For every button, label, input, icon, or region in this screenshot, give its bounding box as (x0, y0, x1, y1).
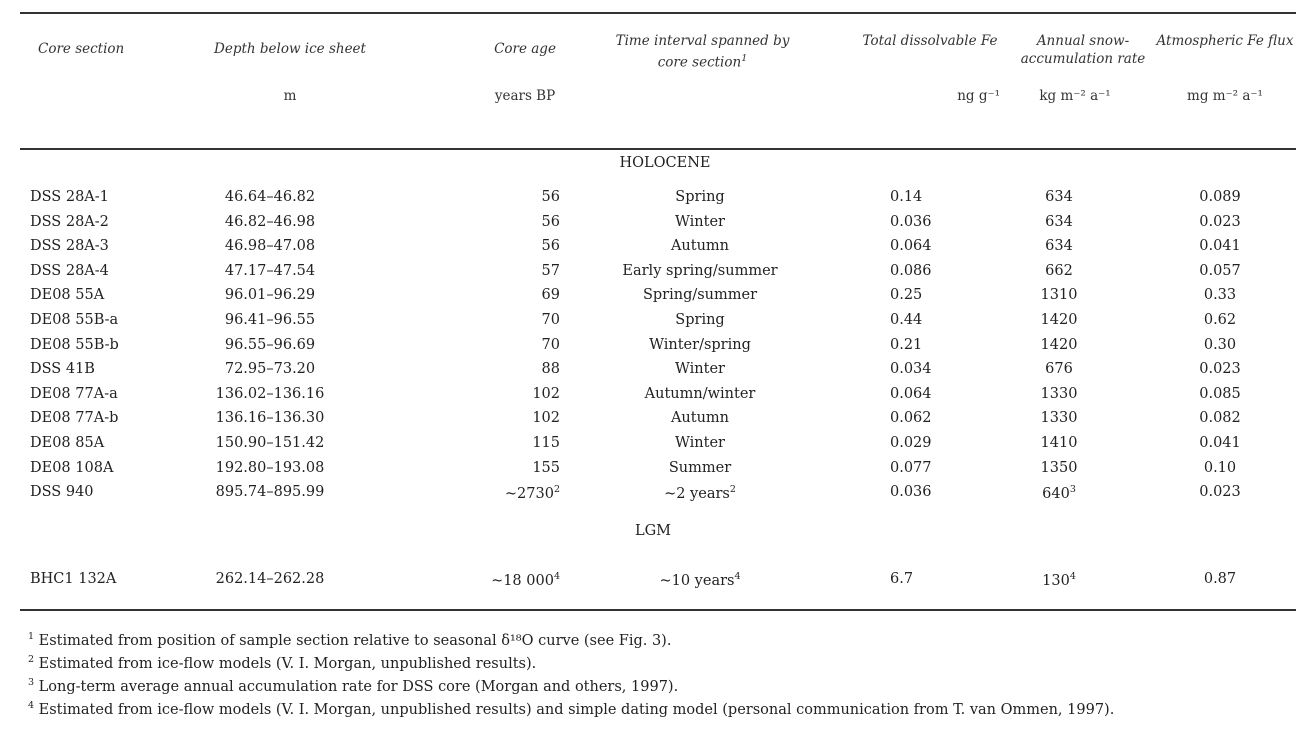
cell-time-interval: Spring (675, 189, 725, 205)
table-row (0, 337, 1302, 361)
cell-core-age: 102 (532, 410, 560, 427)
cell-core-age: 70 (541, 336, 560, 353)
cell-core-section: DSS 28A-2 (30, 213, 109, 230)
table-row (0, 189, 1302, 213)
cell-accumulation: 1350 (1040, 459, 1078, 476)
section-lgm: LGM (634, 523, 672, 539)
cell-time-interval-sup: 2 (729, 484, 736, 496)
cell-time-interval: Summer (668, 459, 732, 476)
unit-depth: m (283, 88, 297, 104)
cell-fe-flux: 0.041 (1199, 435, 1241, 451)
cell-accumulation: 634 (1045, 238, 1073, 255)
cell-fe-flux: 0.041 (1199, 238, 1241, 255)
cell-time-interval: Spring (675, 312, 725, 328)
unit-core-age: years BP (494, 88, 556, 104)
cell-fe-flux: 0.87 (1203, 571, 1237, 587)
cell-time-interval: ~2 years$^2$ (664, 484, 736, 503)
cell-core-section: DE08 77A-a (30, 385, 118, 402)
cell-fe-flux: 0.057 (1199, 262, 1241, 279)
header-total-fe: Total dissolvable Fe (862, 33, 998, 49)
cell-total-fe: 0.064 (890, 385, 932, 402)
cell-depth: 47.17–47.54 (224, 262, 316, 279)
cell-core-age: 56 (541, 189, 560, 205)
cell-fe-flux: 0.33 (1203, 287, 1237, 304)
cell-total-fe: 0.25 (890, 287, 923, 304)
cell-depth: 192.80–193.08 (215, 459, 325, 476)
cell-fe-flux: 0.10 (1203, 459, 1237, 476)
cell-fe-flux: 0.30 (1203, 336, 1237, 353)
cell-accumulation: 1410 (1040, 435, 1078, 451)
cell-core-section: DE08 77A-b (30, 410, 119, 427)
footnote-text: Estimated from ice-flow models (V. I. Morgan, unpublished results). (38, 655, 537, 672)
cell-time-interval: Autumn (670, 410, 730, 427)
cell-time-interval: Winter/spring (649, 336, 751, 353)
footnote-text: Estimated from position of sample section relative to seasonal δ¹⁸O curve (see Fig. 3). (38, 632, 672, 649)
cell-core-age: 70 (541, 312, 560, 328)
unit-total-fe: ng g⁻¹ (957, 88, 1000, 104)
cell-core-section: BHC1 132A (30, 571, 117, 587)
cell-accumulation: $130^4$ (1042, 571, 1076, 589)
cell-total-fe: 0.036 (890, 213, 932, 230)
header-accumulation: Annual snow-accumulation rate (1020, 33, 1146, 67)
footnote-marker: 2 (28, 654, 35, 665)
cell-accumulation: 1330 (1040, 410, 1078, 427)
cell-core-age: 57 (541, 262, 560, 279)
cell-core-age: 56 (541, 238, 560, 255)
cell-time-interval: Autumn (670, 238, 730, 255)
cell-accumulation: 634 (1045, 189, 1073, 205)
cell-depth: 96.55–96.69 (224, 336, 316, 353)
cell-core-section: DSS 28A-1 (30, 189, 109, 205)
cell-depth: 262.14–262.28 (215, 571, 325, 587)
cell-total-fe: 0.029 (890, 435, 932, 451)
cell-total-fe: 0.064 (890, 238, 932, 255)
cell-fe-flux: 0.62 (1203, 312, 1237, 328)
cell-depth: 895.74–895.99 (215, 484, 325, 501)
cell-core-age-sup: 4 (553, 571, 560, 582)
cell-accumulation: 1420 (1040, 336, 1078, 353)
cell-core-age: ~2730$^2$ (504, 484, 560, 503)
table-row (0, 435, 1302, 459)
cell-accumulation: 676 (1045, 361, 1073, 378)
cell-depth: 136.16–136.30 (215, 410, 325, 427)
cell-total-fe: 0.062 (890, 410, 932, 427)
cell-total-fe: 0.034 (890, 361, 932, 378)
section-holocene: HOLOCENE (619, 155, 711, 171)
cell-core-age: 115 (532, 435, 560, 451)
cell-depth: 96.41–96.55 (224, 312, 316, 328)
cell-total-fe: 6.7 (890, 571, 914, 587)
cell-fe-flux: 0.023 (1199, 361, 1241, 378)
table-row (0, 214, 1302, 238)
cell-accumulation: 662 (1045, 262, 1073, 279)
cell-core-age: 56 (541, 213, 560, 230)
cell-total-fe: 0.44 (890, 312, 923, 328)
header-core-section: Core section (38, 41, 125, 57)
cell-accumulation-sup: 4 (1069, 571, 1076, 582)
cell-core-age: 102 (532, 385, 560, 402)
header-time-interval-sup: 1 (741, 53, 748, 64)
cell-core-section: DSS 940 (30, 484, 94, 501)
cell-time-interval: Winter (675, 213, 725, 230)
table-row (0, 410, 1302, 434)
table-row (0, 460, 1302, 484)
cell-core-section: DE08 108A (30, 459, 114, 476)
cell-fe-flux: 0.085 (1199, 385, 1241, 402)
table-row (0, 386, 1302, 410)
cell-accumulation-sup: 3 (1069, 484, 1076, 496)
bottom-rule (20, 609, 1296, 611)
cell-accumulation: 634 (1045, 213, 1073, 230)
footnote-marker: 3 (28, 677, 35, 688)
cell-core-age: ~18 $000^4$ (491, 571, 560, 589)
header-core-age: Core age (494, 41, 556, 57)
cell-accumulation: 1420 (1040, 312, 1078, 328)
footnote-marker: 1 (28, 631, 35, 642)
header-rule (20, 148, 1296, 150)
unit-accumulation: kg m⁻² a⁻¹ (1039, 88, 1111, 104)
header-fe-flux: Atmospheric Fe flux (1156, 33, 1294, 49)
cell-core-section: DE08 55A (30, 287, 105, 304)
cell-fe-flux: 0.089 (1199, 189, 1241, 205)
cell-fe-flux: 0.082 (1199, 410, 1241, 427)
cell-depth: 150.90–151.42 (215, 435, 325, 451)
table-row (0, 312, 1302, 336)
cell-core-section: DSS 41B (30, 361, 95, 378)
cell-time-interval: ~10 years$^4$ (659, 571, 741, 589)
cell-accumulation: 1330 (1040, 385, 1078, 402)
cell-time-interval: Spring/summer (642, 287, 758, 304)
cell-core-age-sup: 2 (553, 484, 560, 496)
cell-time-interval-sup: 4 (734, 571, 741, 582)
footnote-text: Estimated from ice-flow models (V. I. Morgan, unpublished results) and simple dating model (personal communication from T. van Ommen, 1997). (38, 701, 1115, 718)
footnote-4 (28, 700, 1114, 718)
footnote-1 (28, 631, 671, 649)
cell-core-section: DE08 55B-b (30, 336, 119, 353)
cell-total-fe: 0.086 (890, 262, 932, 279)
table-row (0, 571, 1302, 595)
cell-core-age: 69 (541, 287, 560, 304)
cell-accumulation: $640^3$ (1042, 484, 1076, 503)
footnote-3 (28, 677, 678, 695)
cell-total-fe: 0.21 (890, 336, 923, 353)
header-depth: Depth below ice sheet (214, 41, 366, 57)
cell-depth: 96.01–96.29 (224, 287, 316, 304)
table-row (0, 238, 1302, 262)
cell-core-age: 88 (541, 361, 560, 378)
table-row (0, 361, 1302, 385)
top-rule (20, 12, 1296, 14)
cell-core-section: DE08 85A (30, 435, 105, 451)
cell-time-interval: Autumn/winter (644, 385, 756, 402)
cell-time-interval: Winter (675, 435, 725, 451)
table-row (0, 287, 1302, 311)
table-row (0, 263, 1302, 287)
header-time-interval: Time interval spanned by core section$^1$ (615, 33, 790, 71)
cell-depth: 46.64–46.82 (224, 189, 316, 205)
cell-depth: 46.82–46.98 (224, 213, 316, 230)
cell-depth: 46.98–47.08 (224, 238, 316, 255)
table-row (0, 484, 1302, 508)
cell-depth: 72.95–73.20 (224, 361, 316, 378)
cell-accumulation: 1310 (1040, 287, 1078, 304)
cell-total-fe: 0.14 (890, 189, 923, 205)
cell-core-section: DSS 28A-3 (30, 238, 109, 255)
cell-core-section: DE08 55B-a (30, 312, 119, 328)
cell-time-interval: Early spring/summer (622, 262, 778, 279)
cell-total-fe: 0.036 (890, 484, 932, 501)
cell-core-age: 155 (532, 459, 560, 476)
cell-time-interval: Winter (675, 361, 725, 378)
cell-fe-flux: 0.023 (1199, 213, 1241, 230)
cell-total-fe: 0.077 (890, 459, 932, 476)
cell-fe-flux: 0.023 (1199, 484, 1241, 501)
cell-core-section: DSS 28A-4 (30, 262, 109, 279)
footnote-marker: 4 (28, 700, 35, 711)
cell-depth: 136.02–136.16 (215, 385, 325, 402)
unit-fe-flux: mg m⁻² a⁻¹ (1187, 88, 1263, 104)
footnote-text: Long-term average annual accumulation rate for DSS core (Morgan and others, 1997). (38, 678, 679, 695)
footnote-2 (28, 654, 536, 672)
